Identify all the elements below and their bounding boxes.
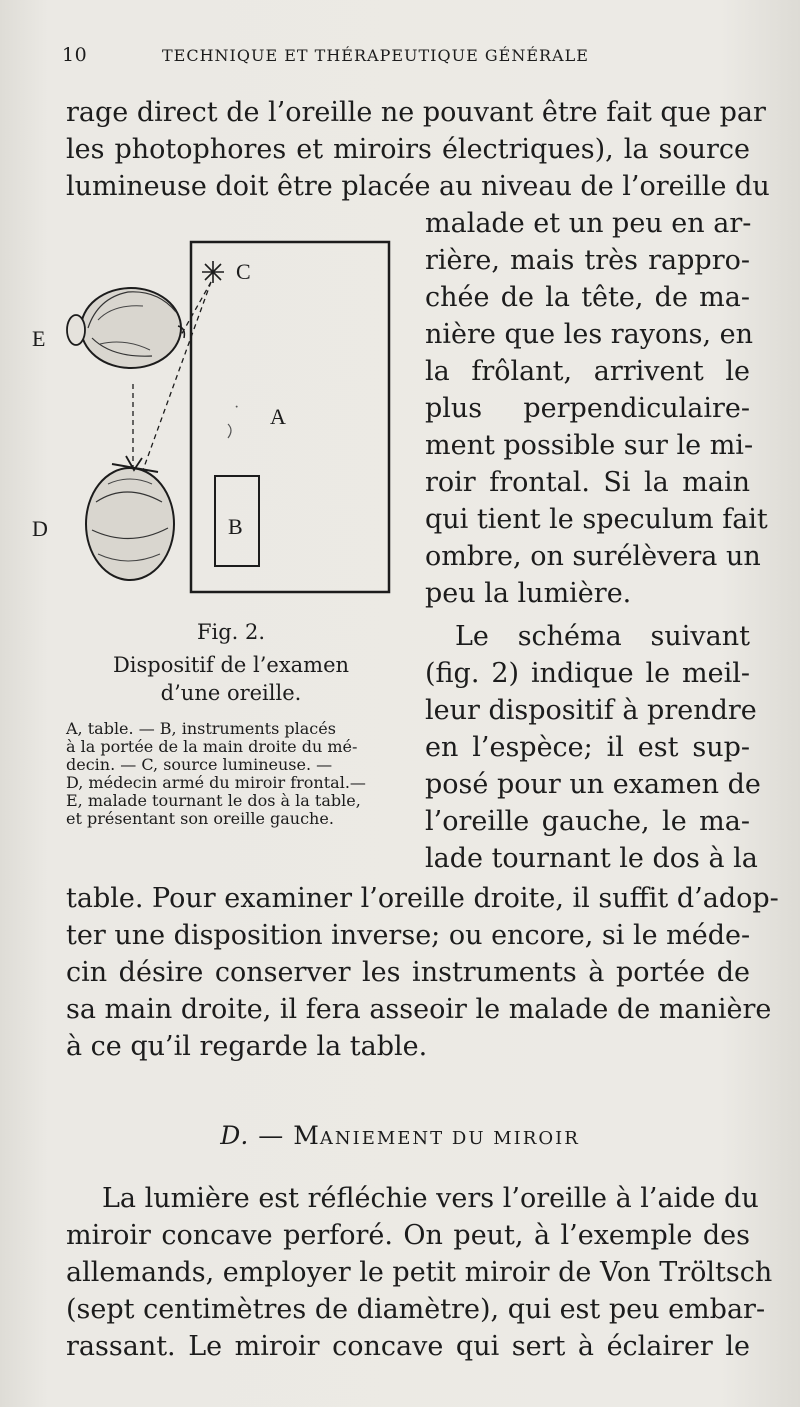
text-line: leur dispositif à prendre <box>425 695 757 726</box>
figure-2-diagram <box>28 234 408 604</box>
label-b: B <box>228 514 243 539</box>
label-a: A <box>270 404 286 429</box>
text-line: Le schéma suivant <box>455 621 750 652</box>
section-letter: D. <box>220 1121 250 1150</box>
text-line: rassant. Le miroir concave qui sert à éclairer le <box>66 1331 750 1362</box>
text-line: posé pour un examen de <box>425 769 761 800</box>
text-line: table. Pour examiner l’oreille droite, il suffit d’adop- <box>66 883 779 914</box>
text-line: ombre, on surélèvera un <box>425 541 761 572</box>
text-line: cin désire conserver les instruments à portée de <box>66 957 750 988</box>
text-line: sa main droite, il fera asseoir le malade de manière <box>66 994 772 1025</box>
figure-subtitle-line: Dispositif de l’examen <box>112 653 350 677</box>
figure-legend-line: D, médecin armé du miroir frontal.— <box>66 773 366 792</box>
patient-head-icon <box>67 288 184 368</box>
page-number: 10 <box>62 44 88 66</box>
text-line: peu la lumière. <box>425 578 632 609</box>
section-heading <box>0 1121 800 1150</box>
label-c: C <box>236 259 251 284</box>
text-line: lade tournant le dos à la <box>425 843 758 874</box>
ear-mark <box>228 424 231 438</box>
page-header <box>62 44 762 74</box>
figure-title: Fig. 2. <box>196 620 266 644</box>
figure-legend-line: E, malade tournant le dos à la table, <box>66 791 361 810</box>
text-line: à ce qu’il regarde la table. <box>66 1031 428 1062</box>
figure-legend-line: et présentant son oreille gauche. <box>66 809 334 828</box>
faint-mark: · <box>234 399 240 416</box>
text-line: la frôlant, arrivent le <box>425 356 750 387</box>
table-outline <box>191 242 389 592</box>
text-line: l’oreille gauche, le ma- <box>425 806 750 837</box>
text-line: en l’espèce; il est sup- <box>425 732 750 763</box>
text-line: roir frontal. Si la main <box>425 467 750 498</box>
running-title: TECHNIQUE ET THÉRAPEUTIQUE GÉNÉRALE <box>162 46 589 65</box>
section-title-rest: ANIEMENT DU MIROIR <box>319 1128 580 1149</box>
text-line: ter une disposition inverse; ou encore, si le méde- <box>66 920 751 951</box>
text-line: plus perpendiculaire- <box>425 393 750 424</box>
text-line: rage direct de l’oreille ne pouvant être fait que par <box>66 97 766 128</box>
text-line: La lumière est réfléchie vers l’oreille à l’aide du <box>102 1183 759 1214</box>
label-d: D <box>32 516 48 541</box>
text-line: les photophores et miroirs électriques), la source <box>66 134 750 165</box>
text-line: miroir concave perforé. On peut, à l’exemple des <box>66 1220 750 1251</box>
text-line: chée de la tête, de ma- <box>425 282 750 313</box>
text-line: allemands, employer le petit miroir de Von Tröltsch <box>66 1257 773 1288</box>
figure-subtitle-line: d’une oreille. <box>160 681 302 705</box>
label-e: E <box>32 326 46 351</box>
light-source-icon <box>202 261 224 283</box>
text-line: lumineuse doit être placée au niveau de l’oreille du <box>66 171 770 202</box>
figure-legend-line: A, table. — B, instruments placés <box>66 719 336 738</box>
section-first-cap: M <box>293 1121 320 1150</box>
section-dash: — <box>249 1121 294 1150</box>
text-line: (fig. 2) indique le meil- <box>425 658 750 689</box>
doctor-head-icon <box>86 456 174 580</box>
text-line: rière, mais très rappro- <box>425 245 750 276</box>
figure-legend-line: à la portée de la main droite du mé- <box>66 737 358 756</box>
figure-legend-line: decin. — C, source lumineuse. — <box>66 755 333 774</box>
text-line: nière que les rayons, en <box>425 319 754 350</box>
text-line: qui tient le speculum fait <box>425 504 768 535</box>
text-line: malade et un peu en ar- <box>425 208 752 239</box>
text-line: ment possible sur le mi- <box>425 430 754 461</box>
text-line: (sept centimètres de diamètre), qui est peu embar- <box>66 1294 766 1325</box>
